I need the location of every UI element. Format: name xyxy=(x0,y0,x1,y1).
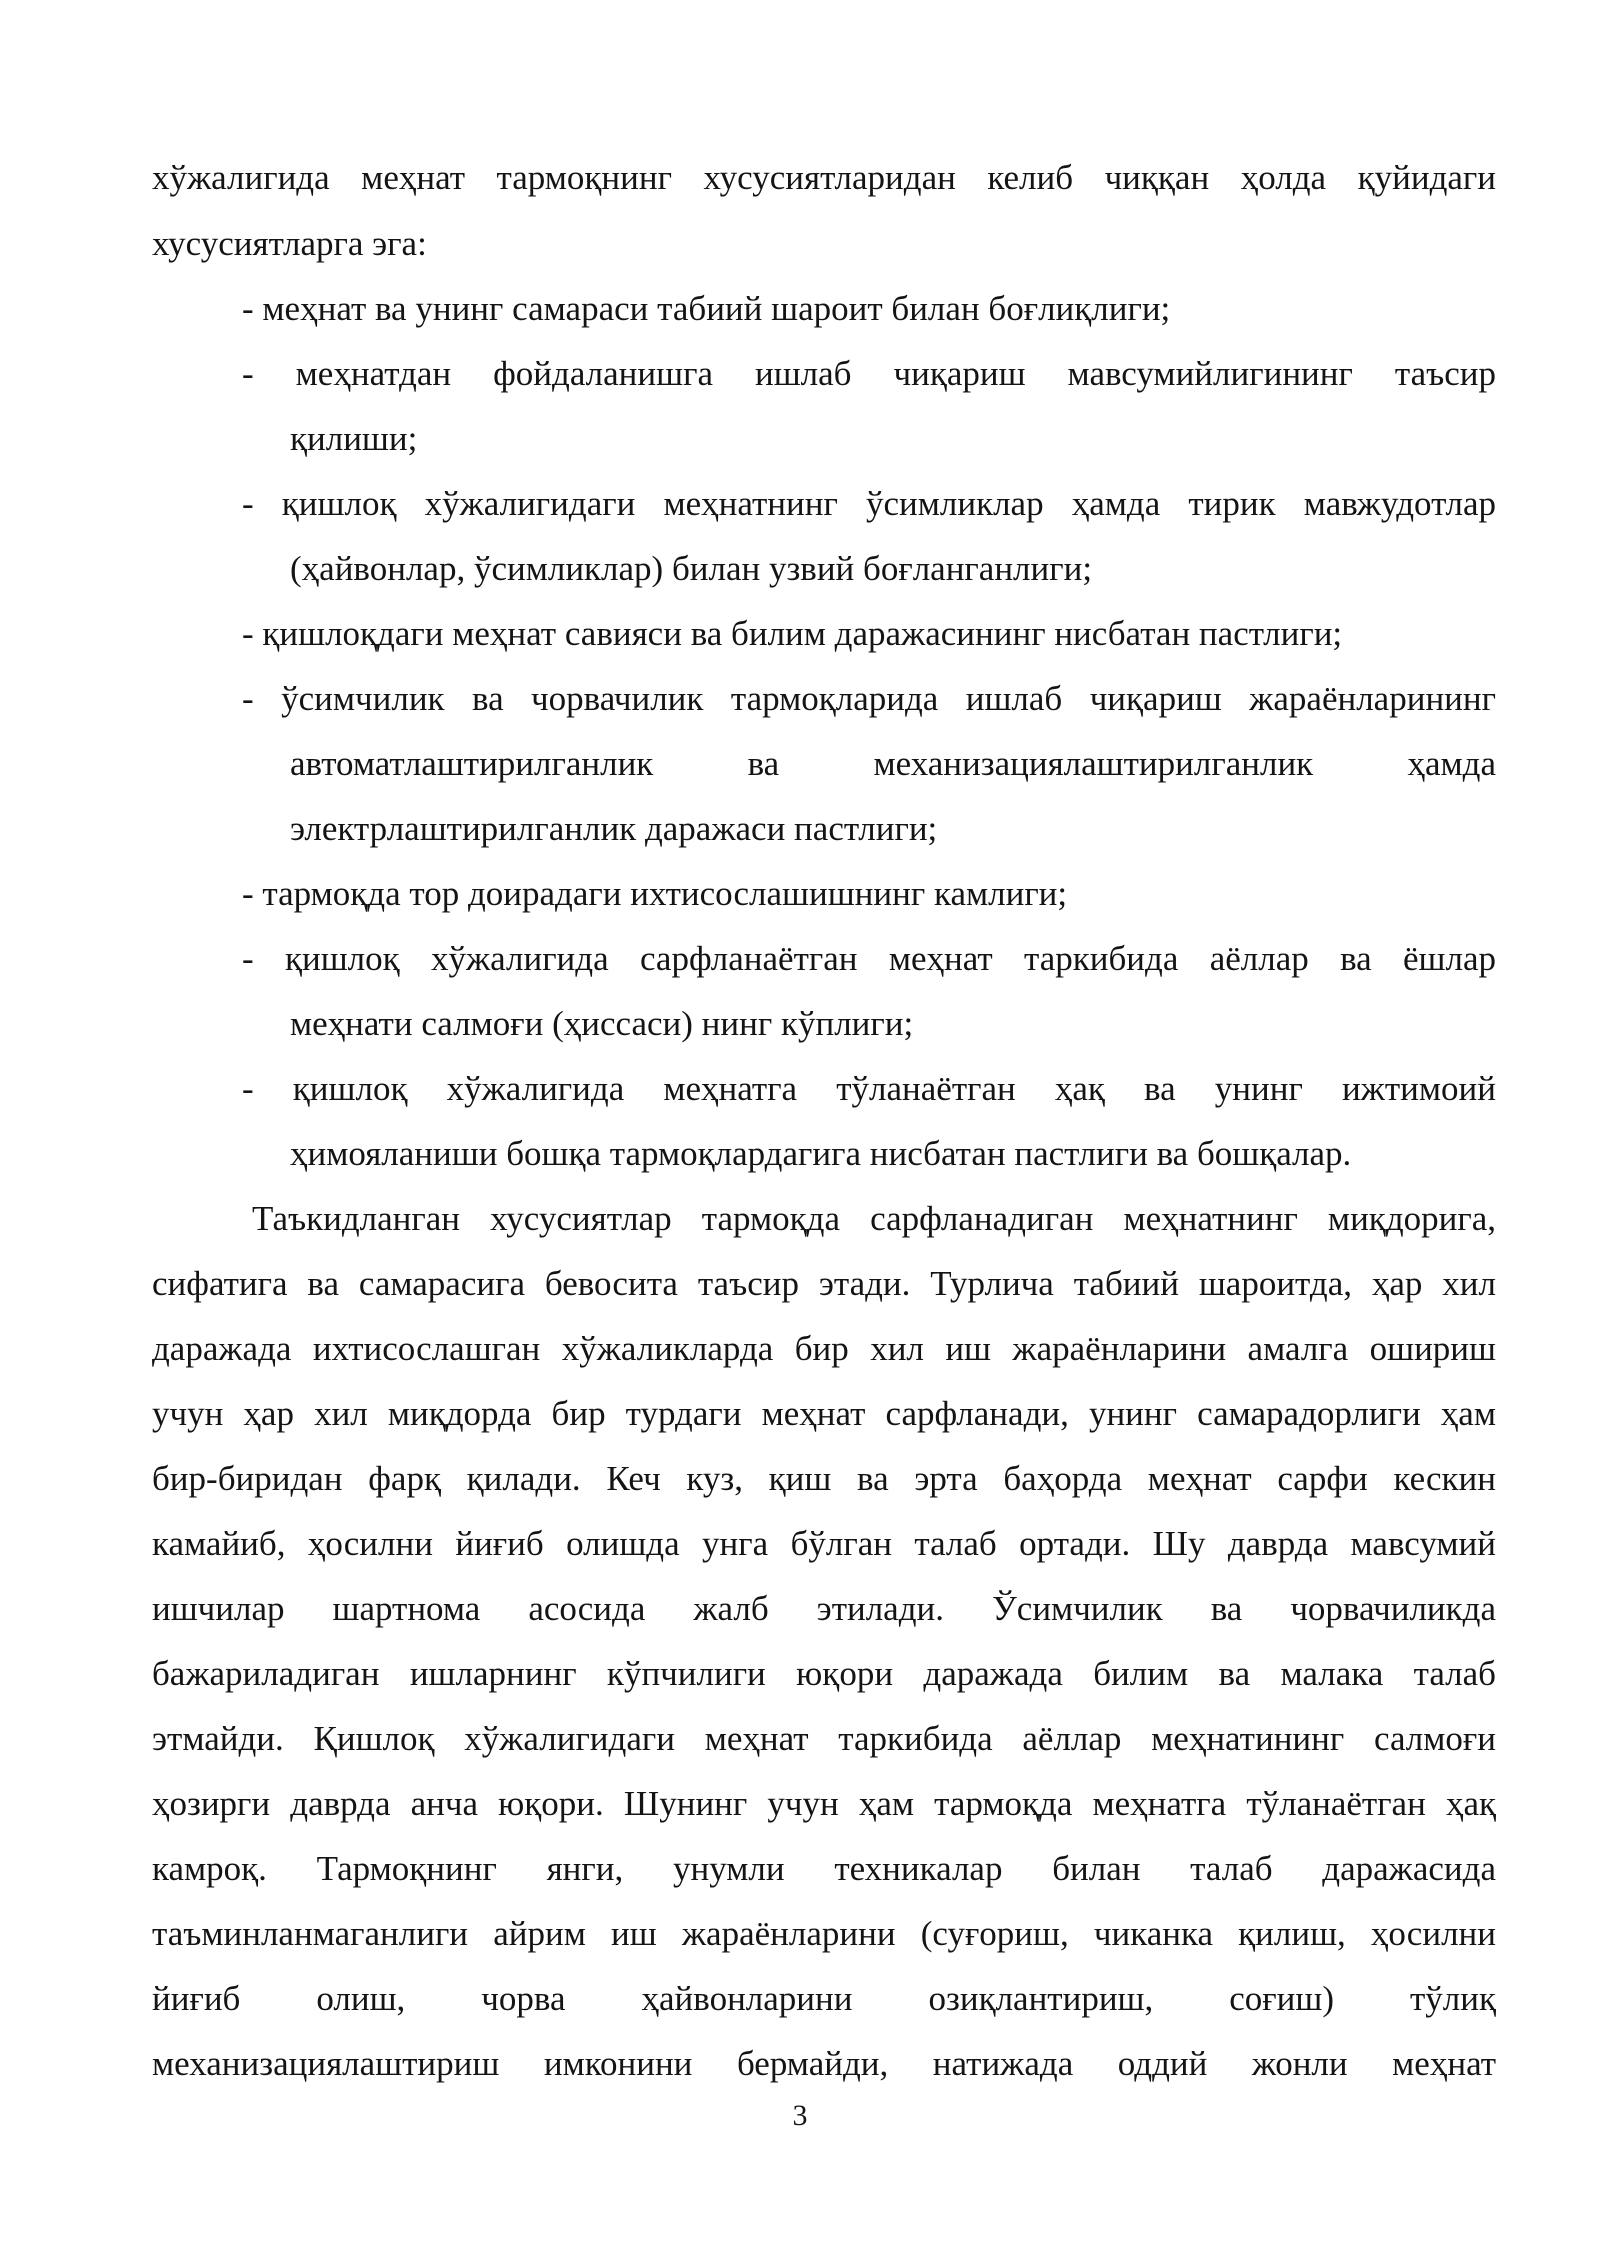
bullet-item: - қишлоқдаги меҳнат савияси ва билим даражасининг нисбатан пастлиги; xyxy=(242,614,1343,653)
paragraph-line: камайиб, ҳосилни йиғиб олишда унга бўлган талаб ортади. Шу даврда мавсумий xyxy=(152,1524,1496,1563)
paragraph-line: механизациялаштириш имконини бермайди, натижада оддий жонли меҳнат xyxy=(152,2044,1496,2083)
paragraph-line: таъминланмаганлиги айрим иш жараёнларини (суғориш, чиканка қилиш, ҳосилни xyxy=(152,1914,1496,1953)
paragraph-line: даражада ихтисослашган хўжаликларда бир хил иш жараёнларини амалга ошириш xyxy=(152,1329,1496,1368)
bullet-item: - қишлоқ хўжалигидаги меҳнатнинг ўсимликлар ҳамда тирик мавжудотлар xyxy=(242,484,1496,523)
bullet-item: - ўсимчилик ва чорвачилик тармоқларида ишлаб чиқариш жараёнларининг xyxy=(242,679,1496,718)
paragraph-line: Таъкидланган хусусиятлар тармоқда сарфланадиган меҳнатнинг миқдорига, xyxy=(252,1199,1496,1238)
paragraph-line: камроқ. Тармоқнинг янги, унумли техникалар билан талаб даражасида xyxy=(152,1849,1496,1888)
bullet-item-continuation: қилиши; xyxy=(290,419,418,458)
paragraph-line: этмайди. Қишлоқ хўжалигидаги меҳнат таркибида аёллар меҳнатининг салмоғи xyxy=(152,1719,1496,1758)
paragraph-line: ҳозирги даврда анча юқори. Шунинг учун ҳам тармоқда меҳнатга тўланаётган ҳақ xyxy=(152,1784,1496,1823)
paragraph-line: бажариладиган ишларнинг кўпчилиги юқори даражада билим ва малака талаб xyxy=(152,1654,1496,1693)
bullet-item-continuation: электрлаштирилганлик даражаси пастлиги; xyxy=(290,809,938,848)
bullet-item: - қишлоқ хўжалигида сарфланаётган меҳнат таркибида аёллар ва ёшлар xyxy=(242,939,1496,978)
bullet-item-continuation: (ҳайвонлар, ўсимликлар) билан узвий боғланганлиги; xyxy=(290,549,1093,588)
paragraph-line: сифатига ва самарасига бевосита таъсир этади. Турлича табиий шароитда, ҳар хил xyxy=(152,1264,1496,1303)
bullet-item: - меҳнатдан фойдаланишга ишлаб чиқариш мавсумийлигининг таъсир xyxy=(242,354,1496,393)
paragraph-line: бир-биридан фарқ қилади. Кеч куз, қиш ва эрта баҳорда меҳнат сарфи кескин xyxy=(152,1459,1496,1498)
page-number: 3 xyxy=(792,2099,808,2132)
bullet-item: - тармоқда тор доирадаги ихтисослашишнинг камлиги; xyxy=(242,874,1068,913)
bullet-item-continuation: автоматлаштирилганлик ва механизациялаштирилганлик ҳамда xyxy=(290,744,1496,783)
bullet-item-continuation: ҳимояланиши бошқа тармоқлардагига нисбатан пастлиги ва бошқалар. xyxy=(290,1134,1352,1173)
paragraph-line: ишчилар шартнома асосида жалб этилади. Ўсимчилик ва чорвачиликда xyxy=(152,1589,1496,1628)
bullet-item: - қишлоқ хўжалигида меҳнатга тўланаётган ҳақ ва унинг ижтимоий xyxy=(242,1069,1496,1108)
bullet-item: - меҳнат ва унинг самараси табиий шароит билан боғлиқлиги; xyxy=(242,289,1171,328)
bullet-item-continuation: меҳнати салмоғи (ҳиссаси) нинг кўплиги; xyxy=(290,1004,914,1043)
paragraph-line: хусусиятларга эга: xyxy=(152,224,427,263)
paragraph-line: хўжалигида меҳнат тармоқнинг хусусиятларидан келиб чиққан ҳолда қуйидаги xyxy=(152,158,1496,197)
paragraph-line: учун ҳар хил миқдорда бир турдаги меҳнат сарфланади, унинг самарадорлиги ҳам xyxy=(152,1394,1496,1433)
paragraph-line: йиғиб олиш, чорва ҳайвонларини озиқлантириш, соғиш) тўлиқ xyxy=(152,1979,1496,2018)
